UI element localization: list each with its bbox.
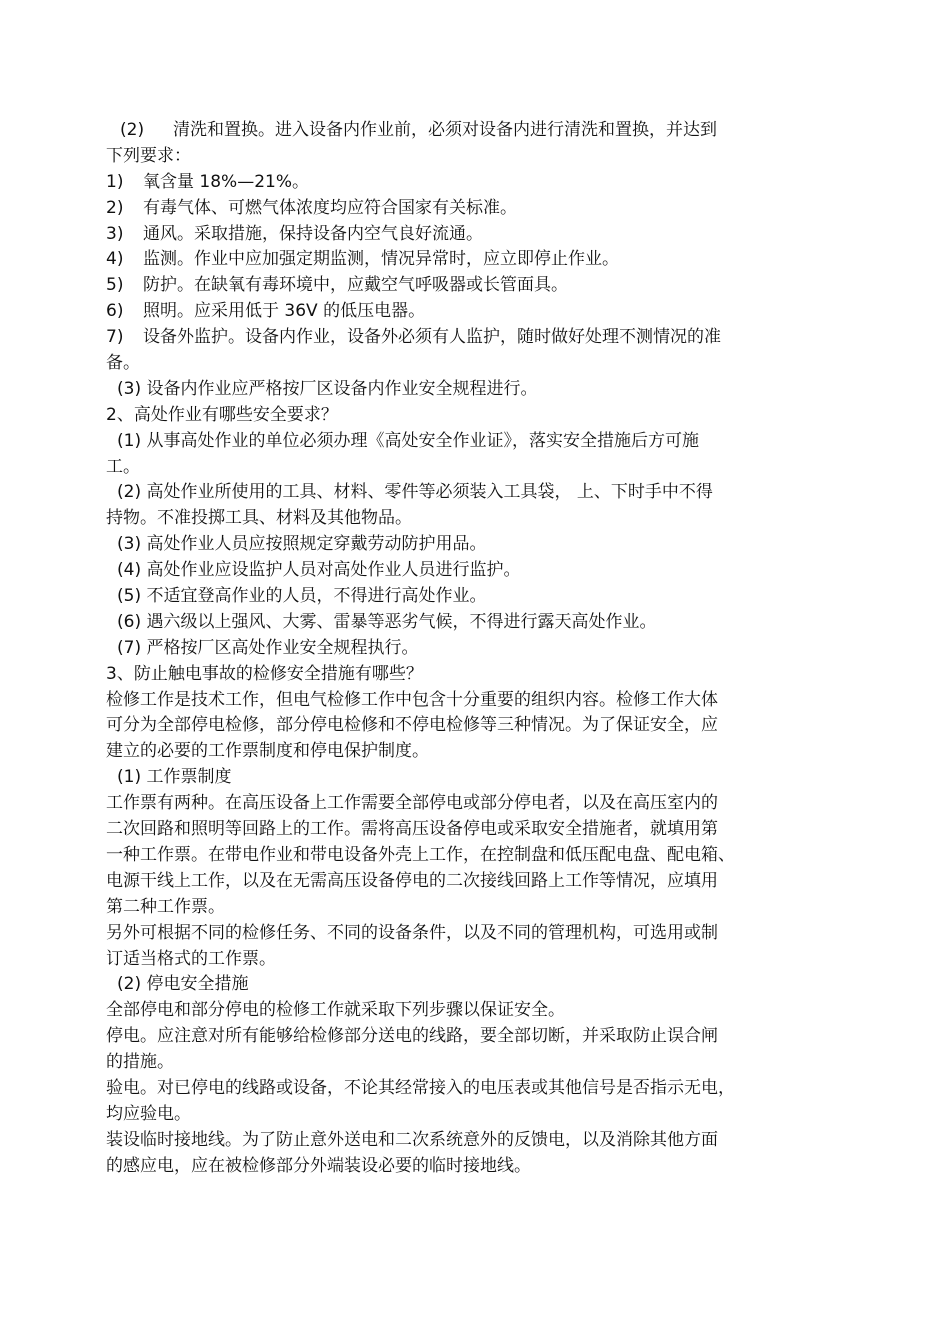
list-item	[106, 299, 846, 325]
paragraph-line: 一种工作票。在带电作业和带电设备外壳上工作，在控制盘和低压配电盘、配电箱、	[106, 844, 735, 865]
paragraph-line: (5) 不适宜登高作业的人员，不得进行高处作业。	[117, 586, 487, 607]
paragraph-line: 验电。对已停电的线路或设备，不论其经常接入的电压表或其他信号是否指示无电，	[106, 1077, 735, 1098]
paragraph-line: 备。	[106, 353, 140, 374]
subsection-heading: (1) 工作票制度	[117, 767, 232, 788]
list-item	[106, 273, 846, 299]
item-text: 防护。在缺氧有毒环境中，应戴空气呼吸器或长管面具。	[143, 275, 568, 296]
item-text: 有毒气体、可燃气体浓度均应符合国家有关标准。	[143, 197, 517, 218]
paragraph-line: 建立的必要的工作票制度和停电保护制度。	[106, 741, 429, 762]
paragraph-line: 第二种工作票。	[106, 896, 225, 917]
list-item	[106, 247, 846, 273]
item-text: 监测。作业中应加强定期监测，情况异常时，应立即停止作业。	[143, 249, 619, 270]
item-number: 2)	[106, 197, 124, 218]
item-number: 7)	[106, 327, 124, 348]
paragraph-line: 装设临时接地线。为了防止意外送电和二次系统意外的反馈电，以及消除其他方面	[106, 1129, 718, 1150]
paragraph-line: 检修工作是技术工作，但电气检修工作中包含十分重要的组织内容。检修工作大体	[106, 689, 718, 710]
paragraph-line: 的措施。	[106, 1052, 174, 1073]
paragraph-line: 的感应电，应在被检修部分外端装设必要的临时接地线。	[106, 1155, 531, 1176]
paragraph-line: 电源干线上工作，以及在无需高压设备停电的二次接线回路上工作等情况，应填用	[106, 870, 718, 891]
list-item	[106, 325, 846, 351]
paragraph-line: (6) 遇六级以上强风、大雾、雷暴等恶劣气候，不得进行露天高处作业。	[117, 611, 657, 632]
item-number: 6)	[106, 301, 124, 322]
paragraph-line: 可分为全部停电检修，部分停电检修和不停电检修等三种情况。为了保证安全，应	[106, 715, 718, 736]
paragraph-line: (1) 从事高处作业的单位必须办理《高处安全作业证》，落实安全措施后方可施	[117, 430, 699, 451]
paragraph-line: 工。	[106, 456, 140, 477]
paragraph-line: (3) 设备内作业应严格按厂区设备内作业安全规程进行。	[117, 378, 538, 399]
paragraph-line: 下列要求：	[106, 145, 191, 166]
paragraph-line: (3) 高处作业人员应按照规定穿戴劳动防护用品。	[117, 534, 487, 555]
paragraph-line: 持物。不准投掷工具、材料及其他物品。	[106, 508, 412, 529]
item-text: 照明。应采用低于 36V 的低压电器。	[143, 301, 426, 322]
section-heading: 3、防止触电事故的检修安全措施有哪些？	[106, 663, 423, 684]
paragraph-line: 另外可根据不同的检修任务、不同的设备条件，以及不同的管理机构，可选用或制	[106, 922, 718, 943]
subsection-heading: (2) 停电安全措施	[117, 974, 249, 995]
list-item	[106, 222, 846, 248]
paragraph-line: 全部停电和部分停电的检修工作就采取下列步骤以保证安全。	[106, 1000, 565, 1021]
item-text: 通风。采取措施，保持设备内空气良好流通。	[143, 223, 483, 244]
list-item	[106, 196, 846, 222]
paragraph-line: (2) 高处作业所使用的工具、材料、零件等必须装入工具袋， 上、下时手中不得	[117, 482, 713, 503]
paragraph-line: 二次回路和照明等回路上的工作。需将高压设备停电或采取安全措施者，就填用第	[106, 819, 718, 840]
paragraph-line: 订适当格式的工作票。	[106, 948, 276, 969]
paragraph-line: 工作票有两种。在高压设备上工作需要全部停电或部分停电者，以及在高压室内的	[106, 793, 718, 814]
item-number: 1)	[106, 171, 124, 192]
item-text: 设备外监护。设备内作业，设备外必须有人监护，随时做好处理不测情况的准	[143, 327, 721, 348]
paragraph-line: (4) 高处作业应设监护人员对高处作业人员进行监护。	[117, 560, 521, 581]
paragraph-line: 均应验电。	[106, 1103, 191, 1124]
list-item	[106, 170, 846, 196]
item-text: 氧含量 18%—21%。	[143, 171, 309, 192]
paragraph-line: 停电。应注意对所有能够给检修部分送电的线路，要全部切断，并采取防止误合闸	[106, 1026, 718, 1047]
paragraph-line	[106, 118, 846, 144]
item-number: 4)	[106, 249, 124, 270]
item-number: 5)	[106, 275, 124, 296]
section-heading: 2、高处作业有哪些安全要求？	[106, 404, 338, 425]
document-body	[106, 118, 846, 1180]
item-number: 3)	[106, 223, 124, 244]
line-text: 清洗和置换。进入设备内作业前，必须对设备内进行清洗和置换，并达到	[173, 120, 717, 140]
paragraph-line: (7) 严格按厂区高处作业安全规程执行。	[117, 637, 419, 658]
item-number: (2)	[120, 120, 145, 140]
